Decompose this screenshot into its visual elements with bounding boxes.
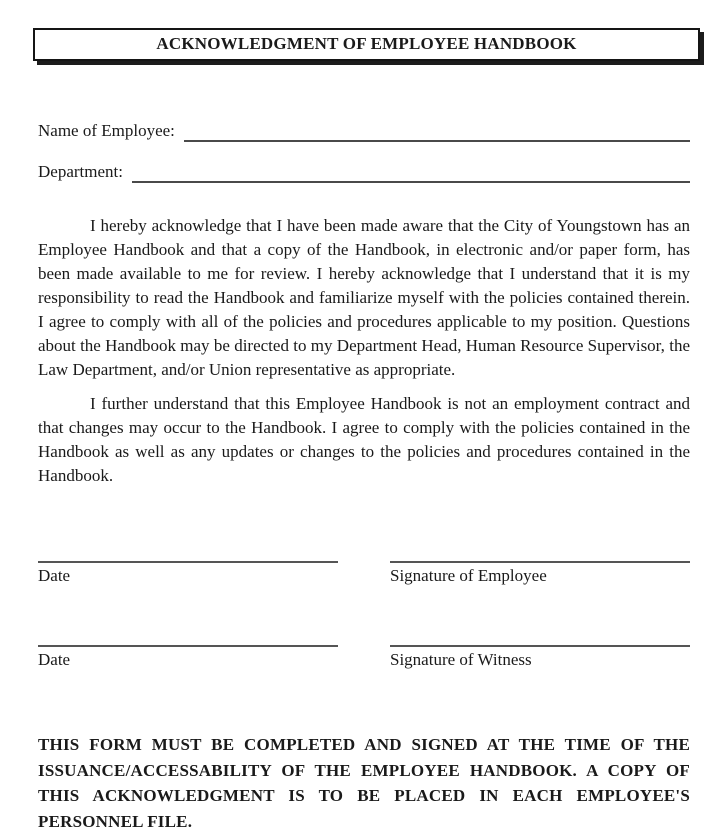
footer-notice-line-3: THIS ACKNOWLEDGMENT IS TO BE PLACED IN EACH EMPLOYEE'S xyxy=(38,786,690,805)
department-input-line[interactable] xyxy=(132,163,690,183)
signature-row-witness xyxy=(38,645,690,670)
footer-notice-line-2: ISSUANCE/ACCESSABILITY OF THE EMPLOYEE HANDBOOK. A COPY OF xyxy=(38,760,690,780)
name-of-employee-row xyxy=(38,120,690,142)
footer-notice-line-4: PERSONNEL FILE. xyxy=(38,811,193,831)
department-row xyxy=(38,161,690,183)
footer-notice xyxy=(38,732,690,834)
date-label-1: Date xyxy=(38,566,71,585)
form-title: ACKNOWLEDGMENT OF EMPLOYEE HANDBOOK xyxy=(156,34,577,53)
employee-signature-label: Signature of Employee xyxy=(390,566,547,585)
date-label-2: Date xyxy=(38,650,71,669)
footer-notice-line-1: THIS FORM MUST BE COMPLETED AND SIGNED AT THE TIME OF THE xyxy=(38,735,690,754)
witness-signature-column xyxy=(390,645,690,670)
witness-signature-label: Signature of Witness xyxy=(390,650,532,669)
date-column-2 xyxy=(38,645,338,670)
acknowledgment-paragraph-1: I hereby acknowledge that I have been made aware that the City of Youngstown has an Employee Handbook and that a copy of the Handbook, in electronic and/or paper form, has been made available to me for review. I hereby acknowledge that I understand that it is my responsibility to read the Handbook and familiarize myself with the policies contained therein. I agree to comply with all of the policies and procedures applicable to my position. Questions about the Handbook may be directed to my Department Head, Human Resource Supervisor, the Law Department, and/or Union representative as appropriate. xyxy=(38,216,690,379)
form-title-box xyxy=(33,28,700,61)
name-of-employee-input-line[interactable] xyxy=(184,122,690,142)
signature-row-employee xyxy=(38,561,690,586)
date-column-1 xyxy=(38,561,338,586)
department-label: Department: xyxy=(38,162,123,181)
acknowledgment-paragraph-2: I further understand that this Employee Handbook is not an employment contract and that changes may occur to the Handbook. I agree to comply with the policies contained in the Handbook as well as any updates or changes to the policies and procedures contained in the Handbook. xyxy=(38,394,690,485)
name-of-employee-label: Name of Employee: xyxy=(38,121,175,140)
employee-signature-column xyxy=(390,561,690,586)
